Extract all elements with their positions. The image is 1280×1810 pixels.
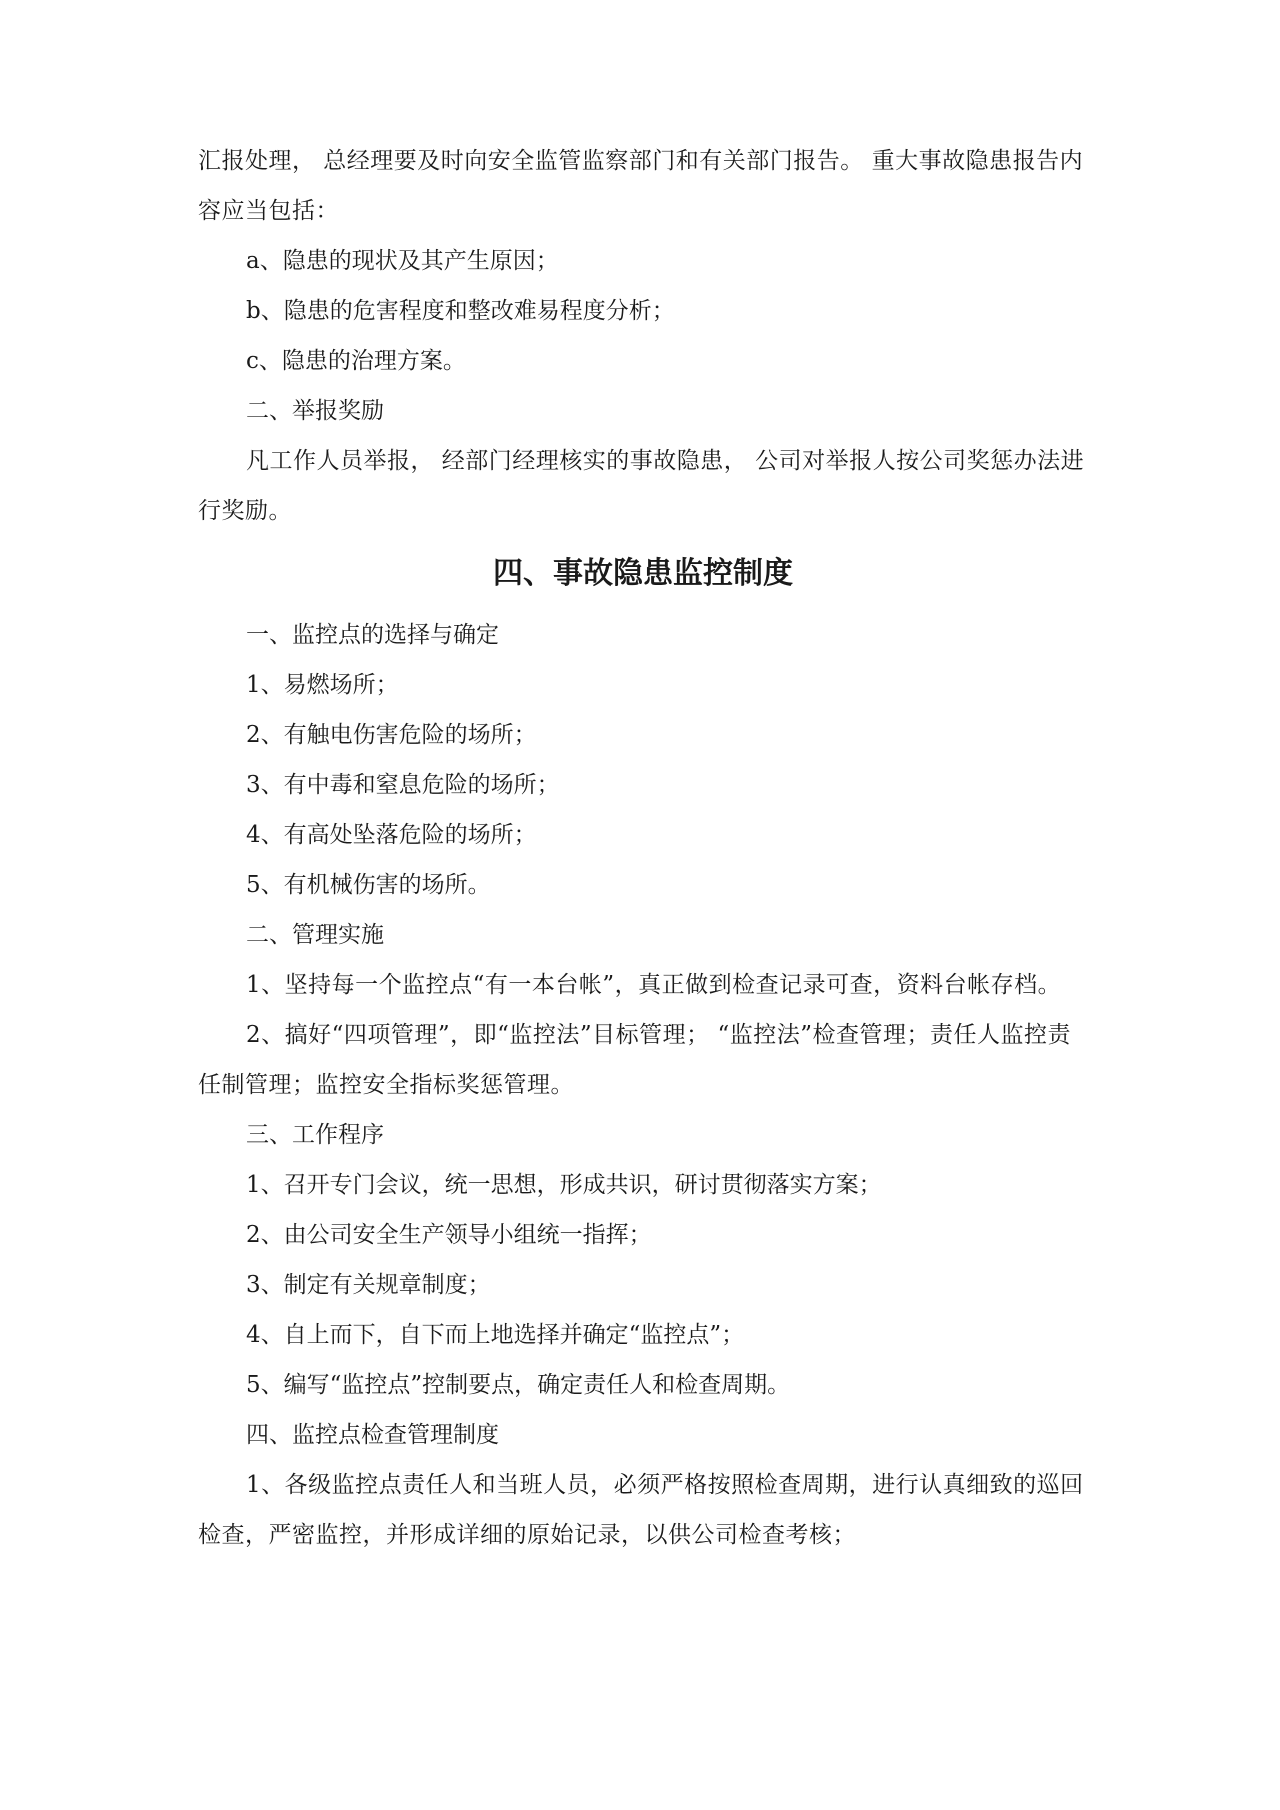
section-title: 四、事故隐患监控制度 [493,556,793,591]
list-item: 4、有高处坠落危险的场所； [246,822,537,848]
list-item-hazard-a: a、隐患的现状及其产生原因； [246,248,559,274]
subheading-management: 二、管理实施 [246,922,384,948]
list-item: 5、编写“监控点”控制要点，确定责任人和检查周期。 [246,1372,791,1398]
list-item-hazard-c: c、隐患的治理方案。 [246,348,466,374]
subheading-reward: 二、举报奖励 [246,398,384,424]
paragraph-reward: 凡工作人员举报， 经部门经理核实的事故隐患， 公司对举报人按公司奖惩办法进行奖励。 [198,448,1085,524]
list-item: 2、有触电伤害危险的场所； [246,722,537,748]
list-item-hazard-b: b、隐患的危害程度和整改难易程度分析； [246,298,675,324]
list-item: 1、各级监控点责任人和当班人员，必须严格按照检查周期，进行认真细致的巡回检查，严密监控，并形成详细的原始记录，以供公司检查考核； [198,1472,1084,1548]
subheading-inspection: 四、监控点检查管理制度 [246,1422,499,1448]
list-item: 5、有机械伤害的场所。 [246,872,491,898]
list-item: 3、有中毒和窒息危险的场所； [246,772,560,798]
list-item: 3、制定有关规章制度； [246,1272,491,1298]
list-item: 1、召开专门会议，统一思想，形成共识，研讨贯彻落实方案； [246,1172,882,1198]
list-item: 2、搞好“四项管理”，即“监控法”目标管理； “监控法”检查管理；责任人监控责任制管理；监控安全指标奖惩管理。 [198,1022,1071,1098]
subheading-procedure: 三、工作程序 [246,1122,384,1148]
subheading-monitor-points: 一、监控点的选择与确定 [246,622,499,648]
document-body [198,136,1088,1560]
list-item: 1、坚持每一个监控点“有一本台帐”，真正做到检查记录可查，资料台帐存档。 [246,972,1062,998]
list-item: 1、易燃场所； [246,672,399,698]
list-item: 4、自上而下，自下而上地选择并确定“监控点”； [246,1322,745,1348]
paragraph-report-contents: 汇报处理， 总经理要及时向安全监管监察部门和有关部门报告。 重大事故隐患报告内容应当包括： [198,148,1084,224]
list-item: 2、由公司安全生产领导小组统一指挥； [246,1222,652,1248]
